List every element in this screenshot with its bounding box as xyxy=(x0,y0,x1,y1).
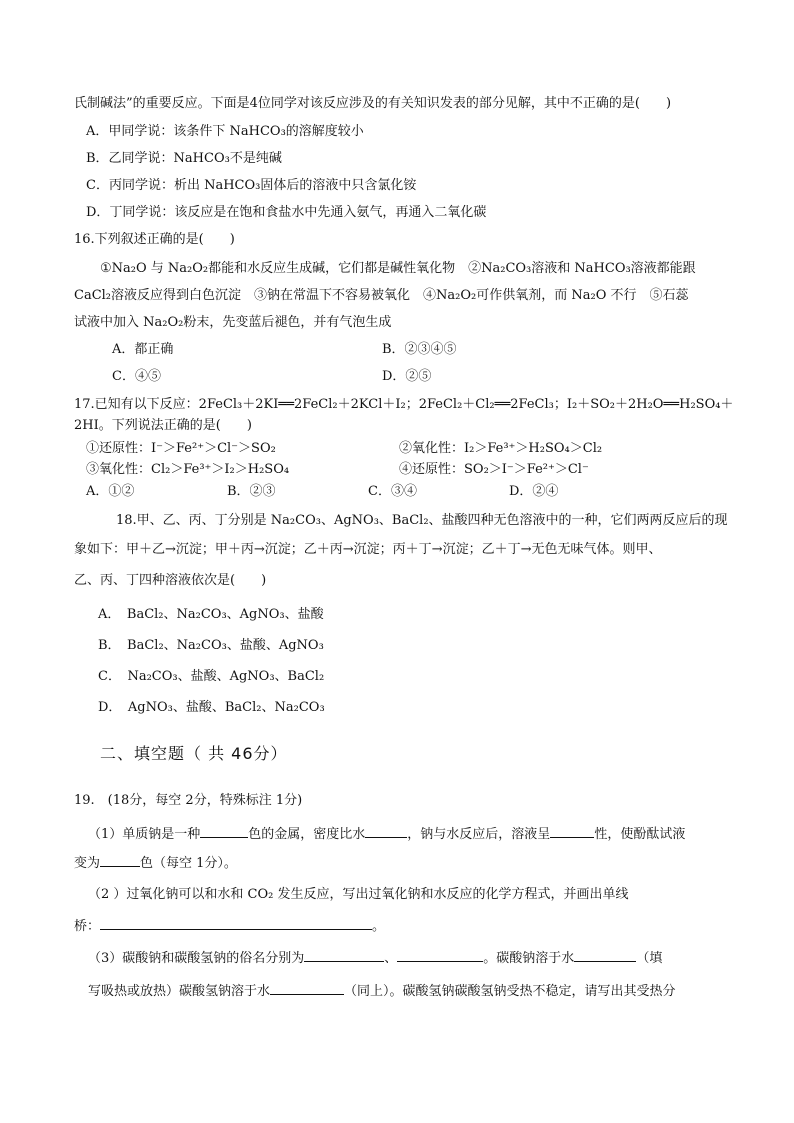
q19-p3-text: （同上）。碳酸氢钠碳酸氢钠受热不稳定，请写出其受热分 xyxy=(344,984,676,999)
q16-option-c[interactable]: C．④⑤ xyxy=(112,369,161,384)
q18-stem-line: 乙、丙、丁四种溶液依次是( ) xyxy=(74,573,267,588)
q15-option-c[interactable]: C．丙同学说：析出 NaHCO₃固体后的溶液中只含氯化铵 xyxy=(86,178,417,193)
q16-option-b[interactable]: B．②③④⑤ xyxy=(382,342,457,357)
q17-stem-line: 17.已知有以下反应：2FeCl₃＋2KI══2FeCl₂＋2KCl＋I₂；2FeCl₂＋Cl₂══2FeCl₃；I₂＋SO₂＋2H₂O══H₂SO₄＋ xyxy=(74,397,734,412)
q19-part1-line1 xyxy=(88,824,685,844)
q19-p3-text: 。碳酸钠溶于水 xyxy=(483,951,575,966)
q16-body-line: CaCl₂溶液反应得到白色沉淀 ③钠在常温下不容易被氧化 ④Na₂O₂可作供氧剂，而 Na₂O 不行 ⑤石蕊 xyxy=(74,288,689,303)
q19-part3-line2 xyxy=(88,981,676,1001)
answer-blank[interactable] xyxy=(100,916,372,930)
q19-part1-line2 xyxy=(74,853,237,873)
answer-blank[interactable] xyxy=(200,824,248,838)
q16-body-line: 试液中加入 Na₂O₂粉末，先变蓝后褪色，并有气泡生成 xyxy=(74,315,392,330)
q16-option-d[interactable]: D．②⑤ xyxy=(382,369,432,384)
q19-part2-line2 xyxy=(74,916,385,936)
q18-option-a[interactable]: A． BaCl₂、Na₂CO₃、AgNO₃、盐酸 xyxy=(98,607,324,622)
q15-option-a[interactable]: A．甲同学说：该条件下 NaHCO₃的溶解度较小 xyxy=(86,124,364,139)
q19-p1-text: ，钠与水反应后，溶液呈 xyxy=(407,827,551,842)
q19-p3-text: （3）碳酸钠和碳酸氢钠的俗名分别为 xyxy=(88,951,305,966)
q15-stem-tail: 氏制碱法”的重要反应。下面是4位同学对该反应涉及的有关知识发表的部分见解，其中不正确的是( ) xyxy=(74,96,672,111)
q15-option-d[interactable]: D．丁同学说：该反应是在饱和食盐水中先通入氨气，再通入二氧化碳 xyxy=(86,205,487,220)
q19-p3-text: （填 xyxy=(636,951,663,966)
answer-blank[interactable] xyxy=(304,948,384,962)
q17-option-b[interactable]: B．②③ xyxy=(227,484,276,499)
section-heading: 二、填空题（ 共 46分） xyxy=(100,744,288,763)
q19-p1-text: 变为 xyxy=(74,856,101,871)
q16-option-a[interactable]: A．都正确 xyxy=(112,342,174,357)
q17-statement-1: ①还原性：I⁻＞Fe²⁺＞Cl⁻＞SO₂ xyxy=(86,441,276,456)
q18-option-d[interactable]: D． AgNO₃、盐酸、BaCl₂、Na₂CO₃ xyxy=(98,700,325,715)
q19-part3-line1 xyxy=(88,948,662,968)
q19-p3-text: 写吸热或放热）碳酸氢钠溶于水 xyxy=(88,984,271,999)
q18-stem-line: 18.甲、乙、丙、丁分别是 Na₂CO₃、AgNO₃、BaCl₂、盐酸四种无色溶液中的一种，它们两两反应后的现 xyxy=(116,513,728,528)
q19-part2-line1: （2 ）过氧化钠可以和水和 CO₂ 发生反应，写出过氧化钠和水反应的化学方程式，并画出单线 xyxy=(88,887,629,902)
q18-option-b[interactable]: B． BaCl₂、Na₂CO₃、盐酸、AgNO₃ xyxy=(98,638,324,653)
q17-option-a[interactable]: A．①② xyxy=(86,484,135,499)
q18-option-c[interactable]: C． Na₂CO₃、盐酸、AgNO₃、BaCl₂ xyxy=(98,669,325,684)
q17-statement-2: ②氧化性：I₂＞Fe³⁺＞H₂SO₄＞Cl₂ xyxy=(399,441,603,456)
q19-p1-text: （1）单质钠是一种 xyxy=(88,827,201,842)
q17-option-d[interactable]: D．②④ xyxy=(509,484,559,499)
q19-header: 19. (18分，每空 2分，特殊标注 1分) xyxy=(74,793,303,808)
q17-statement-4: ④还原性：SO₂＞I⁻＞Fe²⁺＞Cl⁻ xyxy=(399,462,589,477)
answer-blank[interactable] xyxy=(270,981,344,995)
q19-p2-text: 。 xyxy=(372,919,386,934)
q17-option-c[interactable]: C．③④ xyxy=(368,484,417,499)
q15-option-b[interactable]: B．乙同学说：NaHCO₃不是纯碱 xyxy=(86,151,282,166)
answer-blank[interactable] xyxy=(365,824,407,838)
q17-stem-line: 2HI。下列说法正确的是( ) xyxy=(74,418,252,433)
q19-p1-text: 色的金属，密度比水 xyxy=(248,827,366,842)
q18-stem-line: 象如下：甲＋乙→沉淀；甲＋丙→沉淀；乙＋丙→沉淀；丙＋丁→沉淀；乙＋丁→无色无味气体。则甲、 xyxy=(74,542,662,557)
answer-blank[interactable] xyxy=(574,948,636,962)
q19-p2-text: 桥： xyxy=(74,919,101,934)
answer-blank[interactable] xyxy=(550,824,594,838)
q19-p1-text: 色（每空 1分）。 xyxy=(140,856,237,871)
q19-p3-text: 、 xyxy=(384,951,398,966)
q16-body-line: ①Na₂O 与 Na₂O₂都能和水反应生成碱，它们都是碱性氧化物 ②Na₂CO₃溶液和 NaHCO₃溶液都能跟 xyxy=(100,261,696,276)
answer-blank[interactable] xyxy=(100,853,140,867)
q17-statement-3: ③氧化性：Cl₂＞Fe³⁺＞I₂＞H₂SO₄ xyxy=(86,462,290,477)
answer-blank[interactable] xyxy=(397,948,483,962)
q19-p1-text: 性，使酚酞试液 xyxy=(594,827,686,842)
q16-stem: 16.下列叙述正确的是( ) xyxy=(74,232,235,247)
